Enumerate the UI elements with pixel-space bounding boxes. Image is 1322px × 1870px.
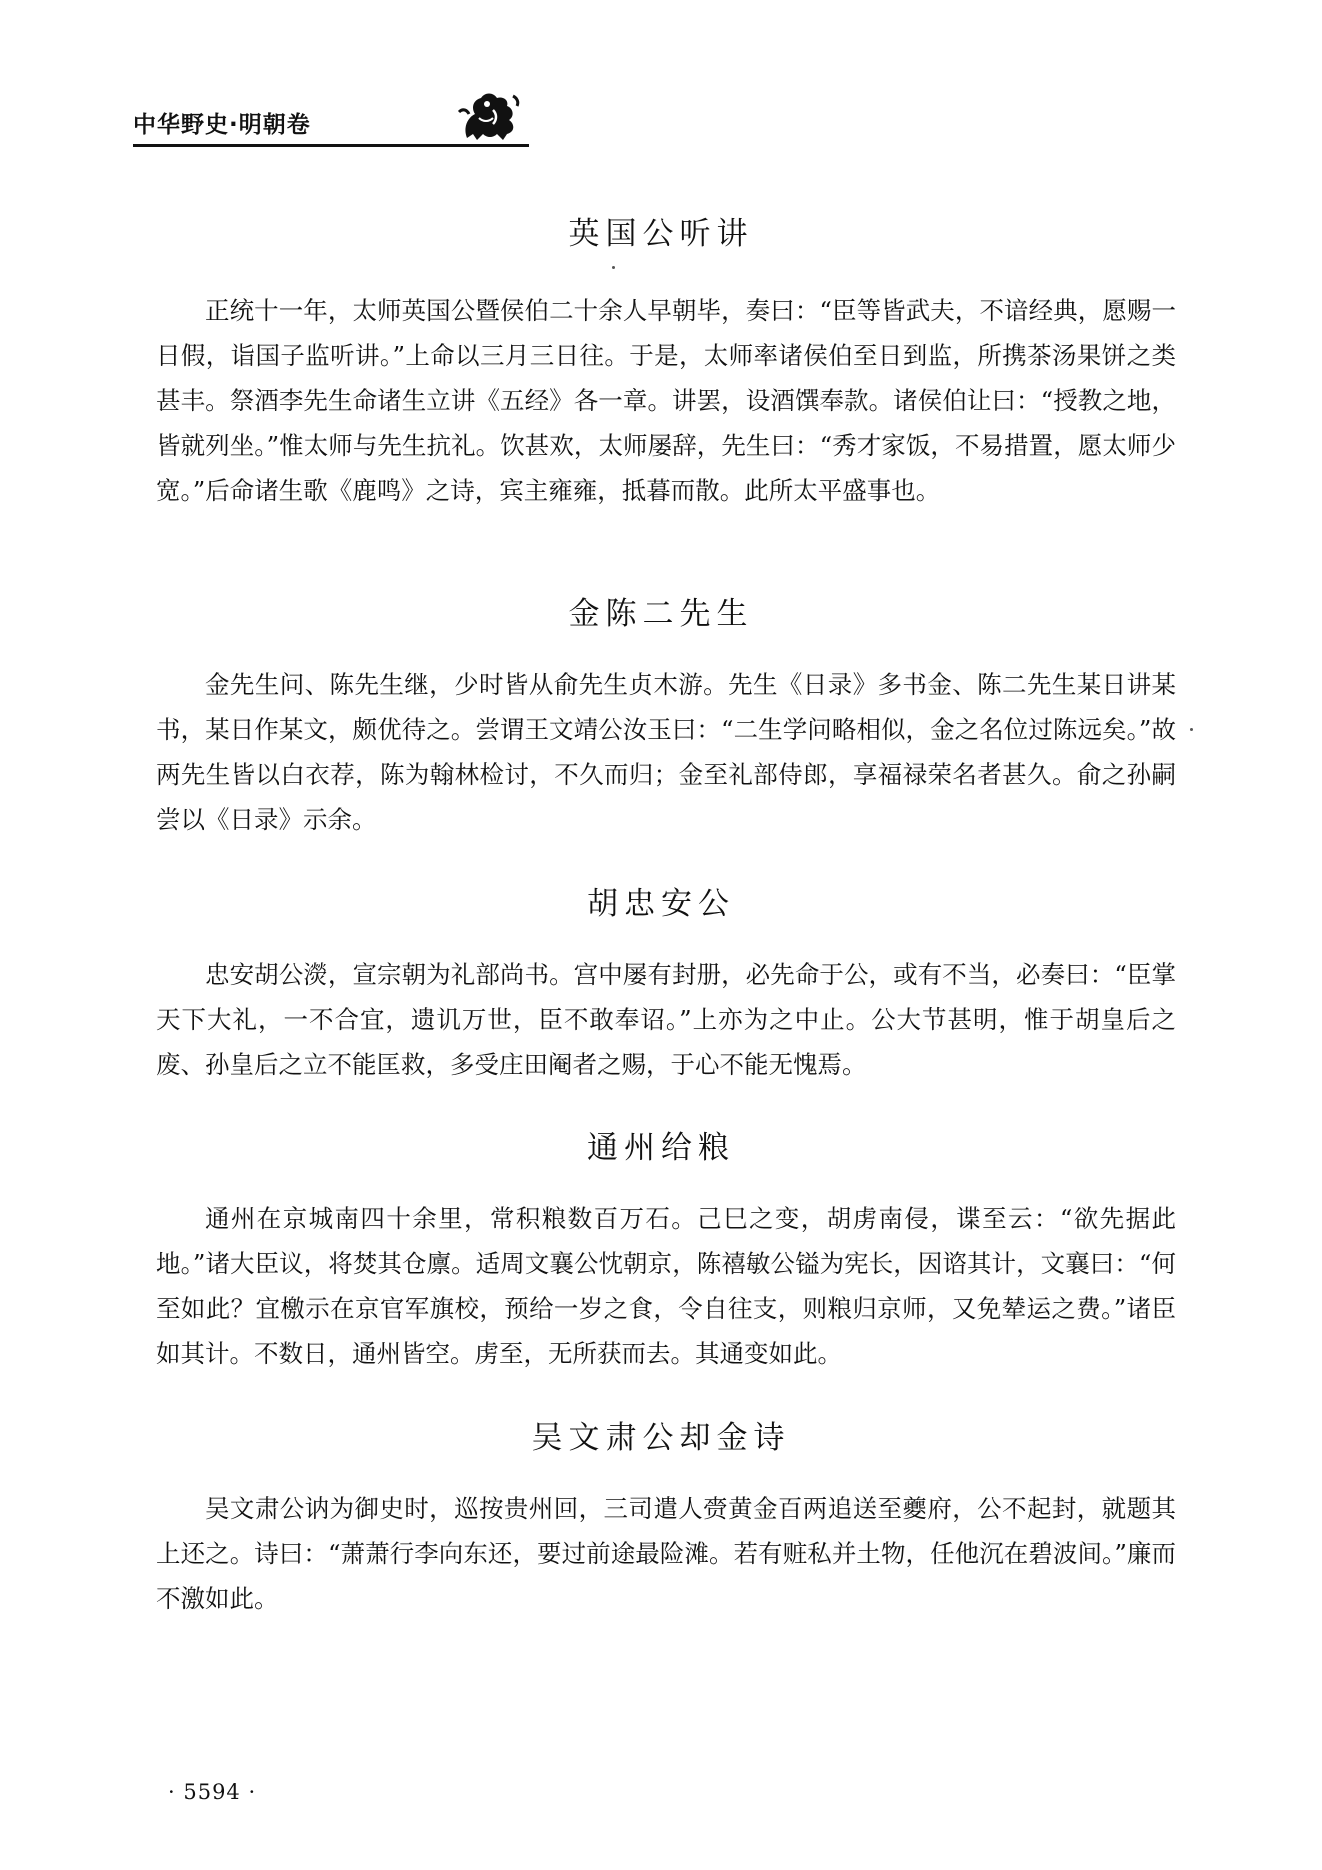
article-body: 金先生问、陈先生继，少时皆从俞先生贞木游。先生《日录》多书金、陈二先生某日讲某书，某日作某文，颇优待之。尝谓王文靖公汝玉曰：“二生学问略相似，金之名位过陈远矣。”故两先生皆以白衣荐，陈为翰林检讨，不久而归；金至礼部侍郎，享福禄荣名者甚久。俞之孙嗣尝以《日录》示余。 (156, 670, 1176, 834)
article-title: 通州给粮 (587, 1130, 735, 1166)
article-body: 通州在京城南四十余里，常积粮数百万石。己巳之变，胡虏南侵，谍至云：“欲先据此地。”诸大臣议，将焚其仓廪。适周文襄公忱朝京，陈禧敏公镒为宪长，因谘其计，文襄曰：“何至如此？宜檄示在京官军旗校，预给一岁之食，令自往支，则粮归京师，又免辇运之费。”诸臣如其计。不数日，通州皆空。虏至，无所获而去。其通变如此。 (156, 1204, 1176, 1368)
article-title: 吴文肃公却金诗 (531, 1420, 791, 1456)
article-body: 吴文肃公讷为御史时，巡按贵州回，三司遣人赍黄金百两追送至夔府，公不起封，就题其上还之。诗曰：“萧萧行李向东还，要过前途最险滩。若有赃私并土物，任他沉在碧波间。”廉而不激如此。 (156, 1494, 1176, 1613)
article-body: 忠安胡公濙，宣宗朝为礼部尚书。宫中屡有封册，必先命于公，或有不当，必奏曰：“臣掌天下大礼，一不合宜，遗讥万世，臣不敢奉诏。”上亦为之中止。公大节甚明，惟于胡皇后之废、孙皇后之立不能匡救，多受庄田阉者之赐，于心不能无愧焉。 (156, 960, 1176, 1079)
article-body: 正统十一年，太师英国公暨侯伯二十余人早朝毕，奏曰：“臣等皆武夫，不谙经典，愿赐一日假，诣国子监听讲。”上命以三月三日往。于是，太师率诸侯伯至日到监，所携茶汤果饼之类甚丰。祭酒李先生命诸生立讲《五经》各一章。讲罢，设酒馔奉款。诸侯伯让曰：“授教之地，皆就列坐。”惟太师与先生抗礼。饮甚欢，太师屡辞，先生曰：“秀才家饭，不易措置，愿太师少宽。”后命诸生歌《鹿鸣》之诗，宾主雍雍，抵暮而散。此所太平盛事也。 (156, 296, 1176, 505)
article-title: 胡忠安公 (587, 886, 735, 922)
page-number: · 5594 · (168, 1780, 257, 1804)
scan-speck (612, 266, 615, 269)
header-rule (133, 144, 529, 147)
book-title: 中华野史·明朝卷 (133, 112, 311, 138)
running-header (133, 88, 529, 148)
article-title: 英国公听讲 (568, 216, 754, 252)
dragon-icon (453, 88, 525, 144)
scan-speck (1190, 728, 1193, 731)
article-title: 金陈二先生 (568, 596, 754, 632)
